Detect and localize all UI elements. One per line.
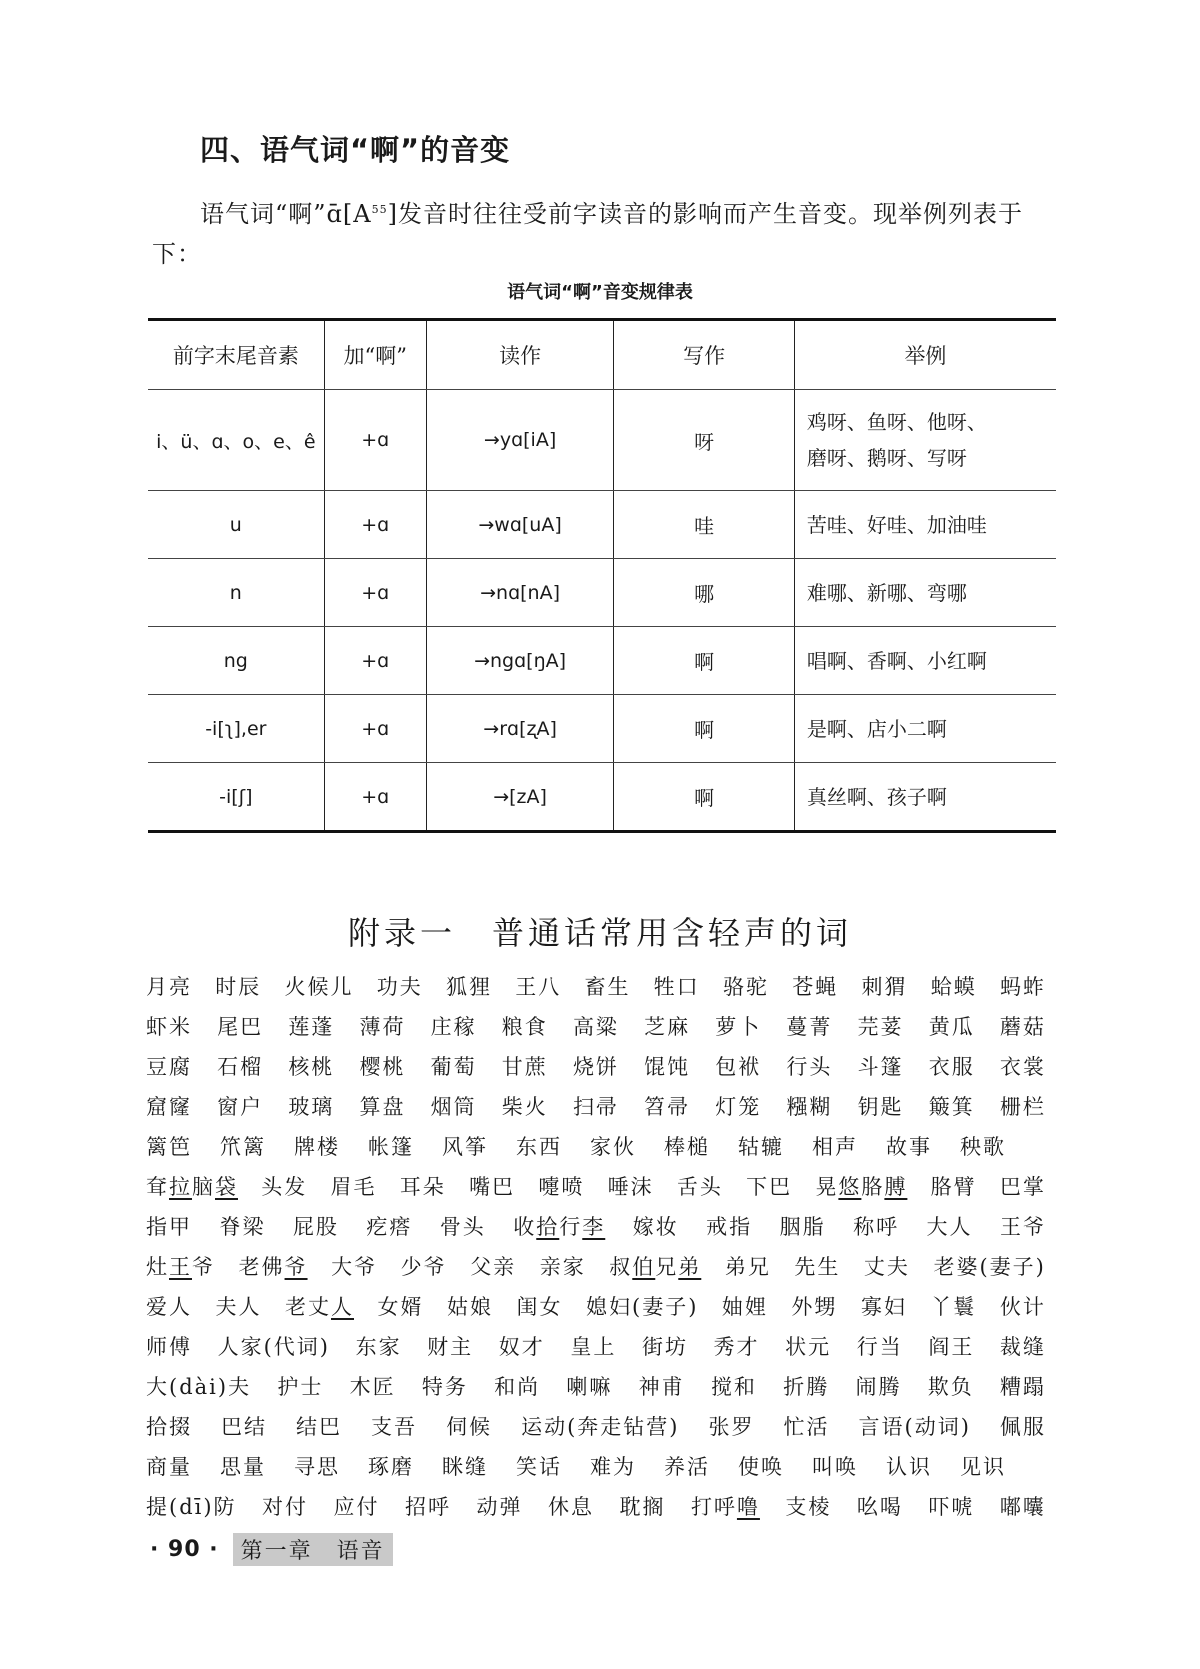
word-item: 帐篷 [368, 1135, 414, 1159]
word-item: 打呼噜 [690, 1495, 760, 1519]
word-item: 奴才 [498, 1335, 545, 1359]
word-item: 眉毛 [330, 1175, 377, 1199]
cell-write-as: 啊 [614, 627, 794, 695]
word-item: 王八 [515, 975, 562, 999]
word-item: 衣服 [928, 1055, 975, 1079]
word-item: 对付 [262, 1495, 309, 1519]
word-item: 玻璃 [288, 1095, 335, 1119]
word-item: 包袱 [715, 1055, 762, 1079]
word-row [146, 1326, 1046, 1366]
word-item: 王爷 [999, 1215, 1046, 1239]
word-item: 功夫 [376, 975, 423, 999]
underlined-char: 弟 [678, 1255, 702, 1279]
cell-examples [794, 695, 1056, 763]
word-item: 思量 [220, 1455, 266, 1479]
word-item: 窗户 [217, 1095, 264, 1119]
word-item: 巴结 [221, 1415, 268, 1439]
underlined-char: 人 [331, 1295, 354, 1319]
header-examples: 举例 [794, 320, 1056, 390]
word-item: 老佛爷 [238, 1255, 308, 1279]
tone-superscript: 55 [371, 203, 388, 216]
word-item: 家伙 [590, 1135, 636, 1159]
word-item: 葡萄 [430, 1055, 477, 1079]
cell-final-phoneme: n [148, 559, 324, 627]
word-item: 莲蓬 [288, 1015, 335, 1039]
word-item: 斗篷 [857, 1055, 904, 1079]
word-item: 薄荷 [359, 1015, 406, 1039]
word-item: 东西 [516, 1135, 562, 1159]
word-item: 核桃 [288, 1055, 335, 1079]
cell-final-phoneme: -i[ʃ] [148, 763, 324, 832]
word-item: 应付 [333, 1495, 380, 1519]
word-item: 搅和 [710, 1375, 757, 1399]
word-item: 状元 [785, 1335, 832, 1359]
word-item: 丫鬟 [930, 1295, 977, 1319]
word-item: 烟筒 [430, 1095, 477, 1119]
word-item: 轱辘 [738, 1135, 784, 1159]
cell-final-phoneme: ng [148, 627, 324, 695]
table-row [148, 491, 1056, 559]
word-item: 柴火 [501, 1095, 548, 1119]
word-item: 商量 [146, 1455, 192, 1479]
header-read-as: 读作 [426, 320, 614, 390]
word-item: 认识 [886, 1455, 932, 1479]
word-item: 阎王 [928, 1335, 975, 1359]
word-item: 蛤蟆 [930, 975, 977, 999]
examples-line: 唱啊、香啊、小红啊 [806, 648, 987, 673]
header-add-a: 加“啊” [324, 320, 426, 390]
word-item: 烧饼 [572, 1055, 619, 1079]
word-item: 提(dī)防 [146, 1495, 237, 1519]
appendix-heading: 普通话常用含轻声的词 [492, 914, 853, 952]
word-item: 收拾行李 [513, 1215, 606, 1239]
word-item: 大人 [926, 1215, 973, 1239]
word-item: 和尚 [494, 1375, 541, 1399]
word-item: 寡妇 [860, 1295, 907, 1319]
word-item: 弟兄 [724, 1255, 771, 1279]
word-item: 月亮 [146, 975, 192, 999]
word-item: 休息 [547, 1495, 594, 1519]
cell-add-a: +ɑ [324, 695, 426, 763]
page-footer [150, 1532, 393, 1566]
cell-read-as: →nɑ[nA] [426, 559, 614, 627]
word-item: 甘蔗 [501, 1055, 548, 1079]
word-item: 嫁妆 [632, 1215, 679, 1239]
word-item: 糨糊 [786, 1095, 833, 1119]
word-row [146, 1366, 1046, 1406]
word-row [146, 1486, 1046, 1526]
underlined-char: 王 [169, 1255, 192, 1279]
word-item: 胳臂 [930, 1175, 977, 1199]
word-item: 先生 [794, 1255, 841, 1279]
word-item: 闹腾 [855, 1375, 902, 1399]
word-item: 糟蹋 [1000, 1375, 1046, 1399]
word-item: 簸箕 [928, 1095, 975, 1119]
word-item: 时辰 [215, 975, 262, 999]
cell-write-as: 哪 [614, 559, 794, 627]
intro-text-end: ]发音时往往受前字读音的影响而产生音变。现举例列表于下： [152, 200, 1023, 268]
word-item: 眯缝 [442, 1455, 488, 1479]
word-item: 运动(奔走钻营) [521, 1415, 680, 1439]
word-item: 算盘 [359, 1095, 406, 1119]
word-item: 黄瓜 [928, 1015, 975, 1039]
word-item: 笤帚 [644, 1095, 691, 1119]
cell-examples [794, 491, 1056, 559]
word-row [146, 1086, 1046, 1126]
cell-examples [794, 627, 1056, 695]
word-row [146, 1166, 1046, 1206]
word-item: 骆驼 [723, 975, 769, 999]
word-item: 灯笼 [715, 1095, 762, 1119]
underlined-char: 爷 [284, 1255, 308, 1279]
word-item: 老婆(妻子) [933, 1255, 1046, 1279]
word-item: 栅栏 [999, 1095, 1046, 1119]
word-item: 街坊 [641, 1335, 688, 1359]
cell-add-a: +ɑ [324, 491, 426, 559]
word-item: 东家 [355, 1335, 402, 1359]
cell-write-as: 啊 [614, 763, 794, 832]
word-item: 张罗 [708, 1415, 755, 1439]
word-item: 牌楼 [294, 1135, 340, 1159]
word-item: 少爷 [400, 1255, 447, 1279]
word-row [146, 1446, 1046, 1486]
word-item: 笊篱 [220, 1135, 266, 1159]
word-item: 裁缝 [999, 1335, 1046, 1359]
word-item: 伙计 [999, 1295, 1046, 1319]
cell-final-phoneme: i、ü、ɑ、o、e、ê [148, 390, 324, 491]
word-item: 耷拉脑袋 [146, 1175, 238, 1199]
word-item: 尾巴 [217, 1015, 264, 1039]
table-row [148, 559, 1056, 627]
word-item: 苍蝇 [792, 975, 839, 999]
chapter-label: 第一章 语音 [233, 1533, 393, 1566]
table-header-row [148, 320, 1056, 390]
word-item: 刺猬 [861, 975, 908, 999]
examples-line: 是啊、店小二啊 [806, 716, 947, 741]
word-item: 招呼 [405, 1495, 451, 1519]
word-item: 皇上 [570, 1335, 617, 1359]
word-item: 女婿 [377, 1295, 424, 1319]
word-item: 闺女 [516, 1295, 563, 1319]
cell-add-a: +ɑ [324, 763, 426, 832]
word-item: 支棱 [785, 1495, 832, 1519]
word-item: 行头 [786, 1055, 833, 1079]
word-item: 夫人 [215, 1295, 262, 1319]
word-item: 嚏喷 [538, 1175, 585, 1199]
word-item: 棒槌 [664, 1135, 710, 1159]
word-item: 笑话 [516, 1455, 562, 1479]
word-row [146, 1046, 1046, 1086]
word-item: 佩服 [999, 1415, 1046, 1439]
page-number: · 90 · [150, 1536, 219, 1562]
word-item: 芝麻 [644, 1015, 691, 1039]
word-item: 吆喝 [856, 1495, 903, 1519]
cell-examples [794, 763, 1056, 832]
word-item: 馄饨 [644, 1055, 691, 1079]
word-item: 丈夫 [863, 1255, 910, 1279]
word-item: 庄稼 [430, 1015, 477, 1039]
table-row [148, 695, 1056, 763]
examples-line: 鸡呀、鱼呀、他呀、 [806, 410, 987, 434]
table-row [148, 763, 1056, 832]
cell-add-a: +ɑ [324, 627, 426, 695]
word-item: 喇嘛 [566, 1375, 613, 1399]
word-item: 粮食 [501, 1015, 548, 1039]
word-item: 伺候 [446, 1415, 493, 1439]
word-item: 耽搁 [619, 1495, 666, 1519]
word-item: 指甲 [146, 1215, 192, 1239]
word-item: 疙瘩 [366, 1215, 413, 1239]
word-item: 萝卜 [715, 1015, 762, 1039]
word-item: 篱笆 [146, 1135, 192, 1159]
underlined-char: 李 [582, 1215, 606, 1239]
word-item: 牲口 [653, 975, 700, 999]
word-item: 蔓菁 [786, 1015, 833, 1039]
word-item: 言语(动词) [858, 1415, 971, 1439]
underlined-char: 噜 [736, 1495, 760, 1519]
word-item: 相声 [812, 1135, 858, 1159]
word-item: 结巴 [296, 1415, 343, 1439]
word-item: 琢磨 [368, 1455, 414, 1479]
word-item: 骨头 [439, 1215, 486, 1239]
word-item: 行当 [856, 1335, 903, 1359]
word-item: 难为 [590, 1455, 636, 1479]
cell-final-phoneme: u [148, 491, 324, 559]
word-item: 狐狸 [446, 975, 492, 999]
examples-line: 磨呀、鹅呀、写呀 [806, 446, 967, 470]
word-item: 吓唬 [928, 1495, 975, 1519]
word-item: 嘟囔 [999, 1495, 1046, 1519]
underlined-char: 袋 [215, 1175, 238, 1199]
appendix-title [0, 908, 1200, 954]
underlined-char: 悠 [838, 1175, 862, 1199]
word-item: 钥匙 [857, 1095, 904, 1119]
word-item: 媳妇(妻子) [586, 1295, 699, 1319]
word-item: 特务 [421, 1375, 468, 1399]
word-item: 头发 [261, 1175, 308, 1199]
word-item: 火候儿 [284, 975, 354, 999]
underlined-char: 拾 [536, 1215, 560, 1239]
cell-read-as: →[zA] [426, 763, 614, 832]
word-item: 戒指 [706, 1215, 753, 1239]
word-item: 人家(代词) [217, 1335, 330, 1359]
word-item: 风筝 [442, 1135, 488, 1159]
word-item: 父亲 [470, 1255, 517, 1279]
word-item: 动弹 [476, 1495, 523, 1519]
word-item: 见识 [960, 1455, 1006, 1479]
underlined-char: 伯 [632, 1255, 656, 1279]
word-item: 虾米 [146, 1015, 192, 1039]
word-item: 称呼 [853, 1215, 900, 1239]
word-item: 唾沫 [607, 1175, 654, 1199]
cell-write-as: 哇 [614, 491, 794, 559]
word-item: 护士 [277, 1375, 324, 1399]
word-item: 巴掌 [999, 1175, 1046, 1199]
word-item: 妯娌 [721, 1295, 768, 1319]
cell-write-as: 啊 [614, 695, 794, 763]
cell-read-as: →rɑ[ʐA] [426, 695, 614, 763]
word-item: 豆腐 [146, 1055, 192, 1079]
word-item: 爱人 [146, 1295, 192, 1319]
word-item: 高粱 [572, 1015, 619, 1039]
examples-line: 真丝啊、孩子啊 [806, 784, 947, 809]
cell-read-as: →yɑ[iA] [426, 390, 614, 491]
word-item: 大(dài)夫 [146, 1375, 252, 1399]
word-item: 忙活 [783, 1415, 830, 1439]
word-row [146, 1006, 1046, 1046]
neutral-tone-word-list [146, 966, 1046, 1526]
word-item: 扫帚 [572, 1095, 619, 1119]
header-final-phoneme: 前字末尾音素 [148, 320, 324, 390]
word-item: 使唤 [738, 1455, 784, 1479]
word-item: 大爷 [331, 1255, 378, 1279]
word-item: 舌头 [676, 1175, 723, 1199]
word-item: 畜生 [584, 975, 631, 999]
table-row [148, 390, 1056, 491]
cell-add-a: +ɑ [324, 390, 426, 491]
sound-change-table [148, 318, 1056, 833]
word-item: 财主 [427, 1335, 474, 1359]
word-item: 蘑菇 [999, 1015, 1046, 1039]
underlined-char: 拉 [169, 1175, 192, 1199]
section-title: 四、语气词“啊”的音变 [200, 133, 511, 167]
appendix-label: 附录一 [347, 914, 456, 952]
cell-read-as: →wɑ[uA] [426, 491, 614, 559]
cell-examples [794, 390, 1056, 491]
word-item: 拾掇 [146, 1415, 192, 1439]
cell-examples [794, 559, 1056, 627]
word-item: 耳朵 [399, 1175, 446, 1199]
word-item: 姑娘 [447, 1295, 493, 1319]
word-item: 老丈人 [285, 1295, 354, 1319]
examples-line: 苦哇、好哇、加油哇 [806, 512, 987, 537]
word-item: 秧歌 [960, 1135, 1006, 1159]
word-item: 屁股 [292, 1215, 339, 1239]
word-item: 养活 [664, 1455, 710, 1479]
word-item: 师傅 [146, 1335, 192, 1359]
word-item: 灶王爷 [146, 1255, 215, 1279]
word-item: 窟窿 [146, 1095, 192, 1119]
word-item: 嘴巴 [469, 1175, 516, 1199]
table-row [148, 627, 1056, 695]
examples-line: 难哪、新哪、弯哪 [806, 580, 967, 605]
word-item: 脊梁 [219, 1215, 266, 1239]
word-item: 欺负 [927, 1375, 974, 1399]
table-caption: 语气词“啊”音变规律表 [507, 282, 693, 303]
word-row [146, 966, 1046, 1006]
word-item: 叔伯兄弟 [609, 1255, 702, 1279]
word-row [146, 1406, 1046, 1446]
word-item: 芫荽 [857, 1015, 904, 1039]
word-item: 折腾 [783, 1375, 830, 1399]
cell-write-as: 呀 [614, 390, 794, 491]
cell-add-a: +ɑ [324, 559, 426, 627]
underlined-char: 膊 [884, 1175, 908, 1199]
word-item: 寻思 [294, 1455, 340, 1479]
word-item: 樱桃 [359, 1055, 406, 1079]
word-item: 下巴 [746, 1175, 793, 1199]
word-item: 衣裳 [999, 1055, 1046, 1079]
cell-read-as: →ngɑ[ŋA] [426, 627, 614, 695]
word-row [146, 1126, 1046, 1166]
word-row [146, 1286, 1046, 1326]
word-item: 木匠 [349, 1375, 396, 1399]
word-row [146, 1246, 1046, 1286]
word-item: 叫唤 [812, 1455, 858, 1479]
intro-paragraph [152, 190, 1052, 274]
word-item: 秀才 [713, 1335, 760, 1359]
word-item: 神甫 [638, 1375, 685, 1399]
word-item: 故事 [886, 1135, 932, 1159]
header-write-as: 写作 [614, 320, 794, 390]
word-row [146, 1206, 1046, 1246]
word-item: 亲家 [539, 1255, 586, 1279]
word-item: 蚂蚱 [1000, 975, 1046, 999]
word-item: 胭脂 [779, 1215, 826, 1239]
word-item: 支吾 [371, 1415, 418, 1439]
word-item: 晃悠胳膊 [815, 1175, 908, 1199]
word-item: 外甥 [791, 1295, 838, 1319]
cell-final-phoneme: -i[ʅ],er [148, 695, 324, 763]
word-item: 石榴 [217, 1055, 264, 1079]
intro-text-start: 语气词“啊”ɑ̄[A [200, 200, 372, 228]
